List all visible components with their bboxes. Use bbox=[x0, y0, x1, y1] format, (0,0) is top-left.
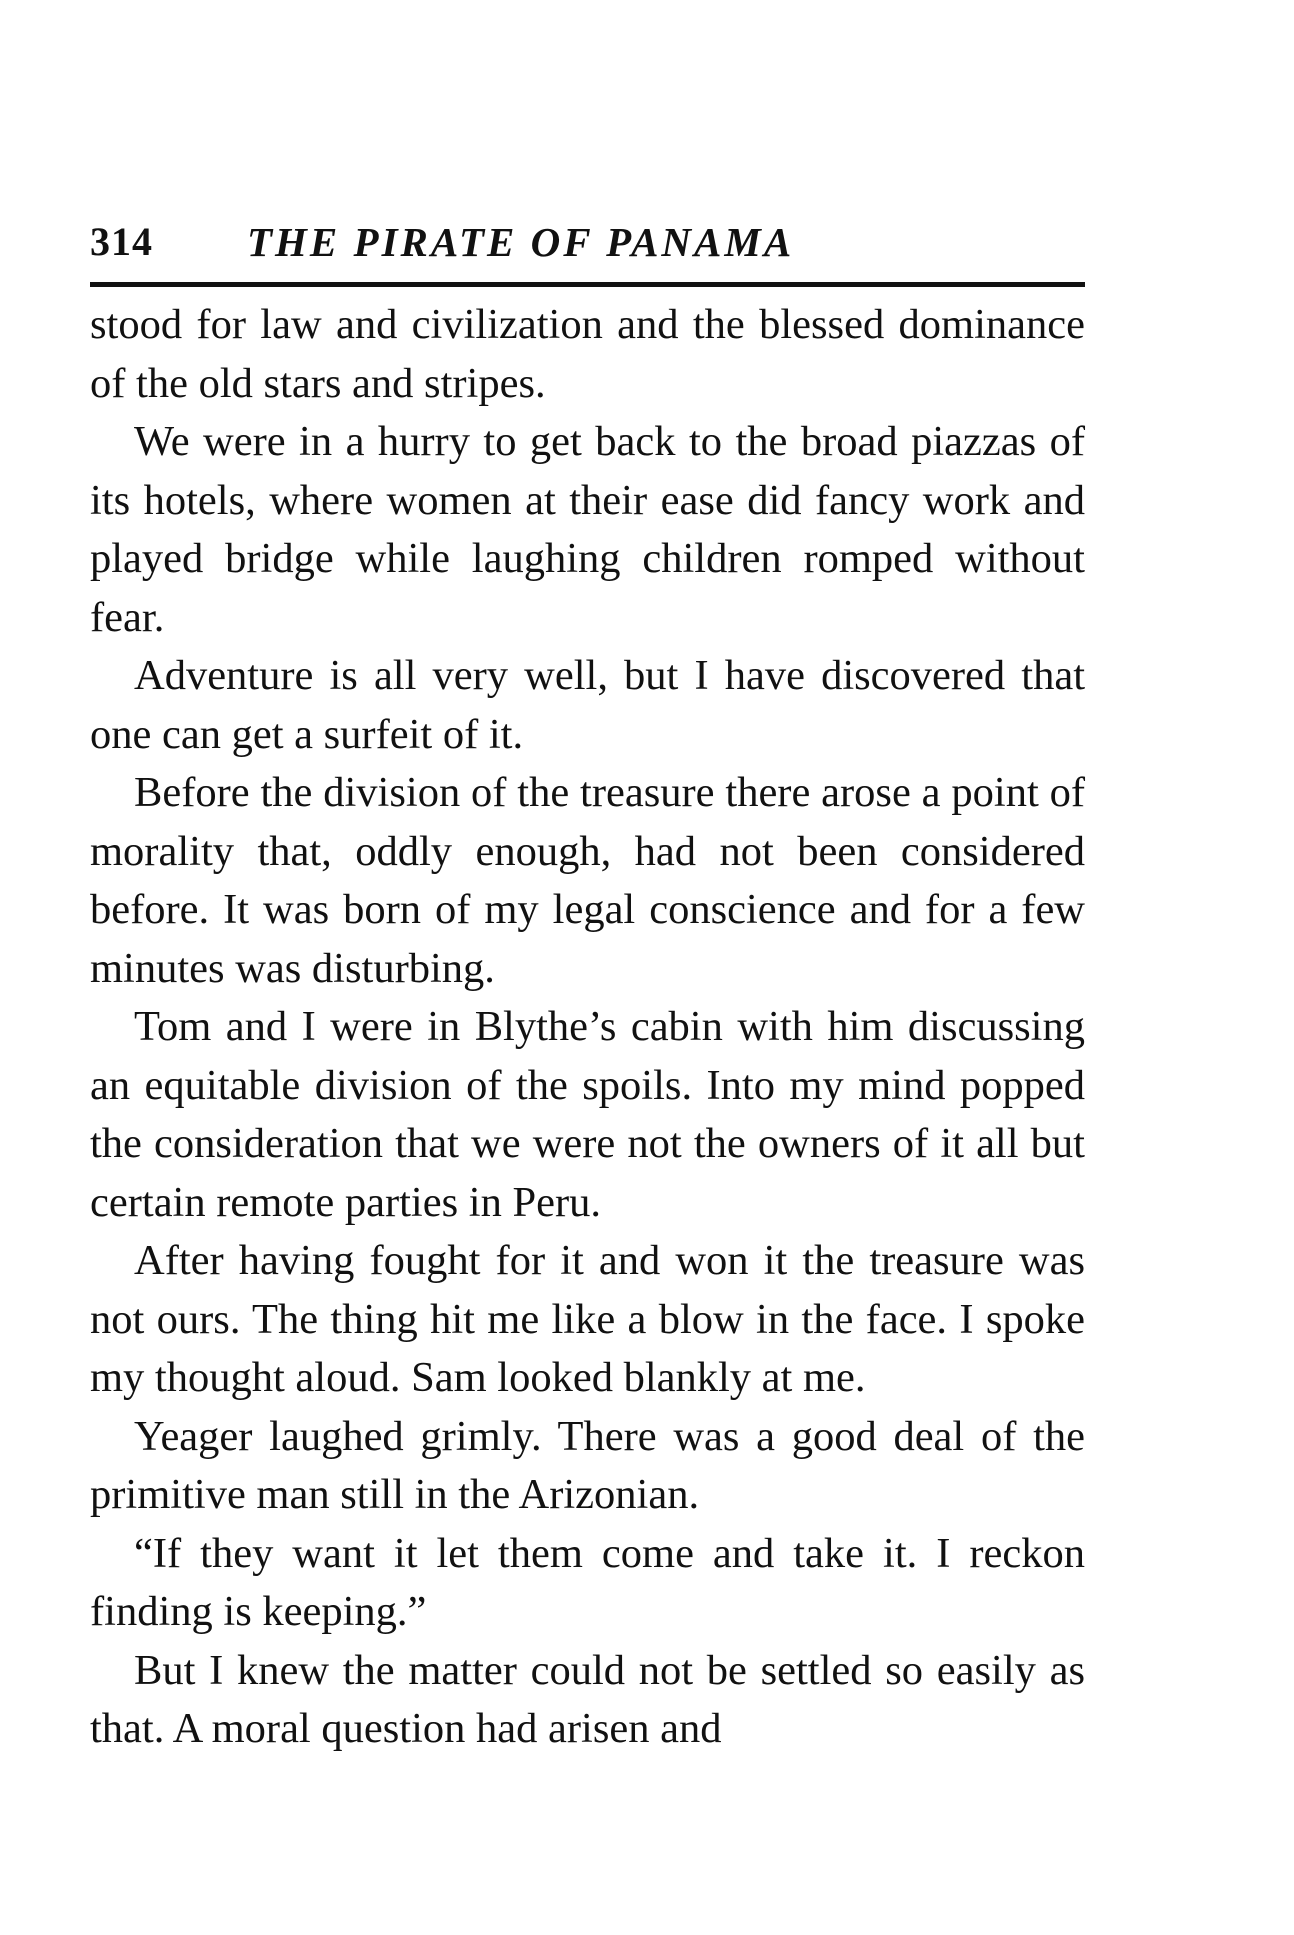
paragraph: We were in a hurry to get back to the broad piazzas of its hotels, where women at their ease did fancy work and played bridge while laughing children romped without fear. bbox=[90, 418, 1085, 641]
header-rule bbox=[90, 282, 1085, 287]
paragraph: After having fought for it and won it the treasure was not ours. The thing hit me like a blow in the face. I spoke my thought aloud. Sam looked blankly at me. bbox=[90, 1237, 1085, 1401]
paragraph: Yeager laughed grimly. There was a good deal of the primitive man still in the Arizonian. bbox=[90, 1412, 1085, 1518]
paragraph: Before the division of the treasure there arose a point of morality that, oddly enough, had not been considered before. It was born of my legal conscience and for a few minutes was disturbing. bbox=[90, 769, 1085, 992]
body-text bbox=[90, 296, 1085, 1759]
page-number: 314 bbox=[90, 219, 153, 264]
paragraph: But I knew the matter could not be settled so easily as that. A moral question had arisen and bbox=[90, 1646, 1085, 1752]
paragraph: “If they want it let them come and take it. I reckon finding is keeping.” bbox=[90, 1529, 1085, 1635]
paragraph: Adventure is all very well, but I have discovered that one can get a surfeit of it. bbox=[90, 652, 1085, 758]
paragraph: Tom and I were in Blythe’s cabin with him discussing an equitable division of the spoils. Into my mind popped the consideration that we were not the owners of it all but certain remote parties in Peru. bbox=[90, 1003, 1085, 1226]
paragraph: stood for law and civilization and the blessed dominance of the old stars and stripes. bbox=[90, 301, 1085, 407]
page-header bbox=[90, 218, 1085, 282]
running-title: THE PIRATE OF PANAMA bbox=[247, 219, 795, 265]
